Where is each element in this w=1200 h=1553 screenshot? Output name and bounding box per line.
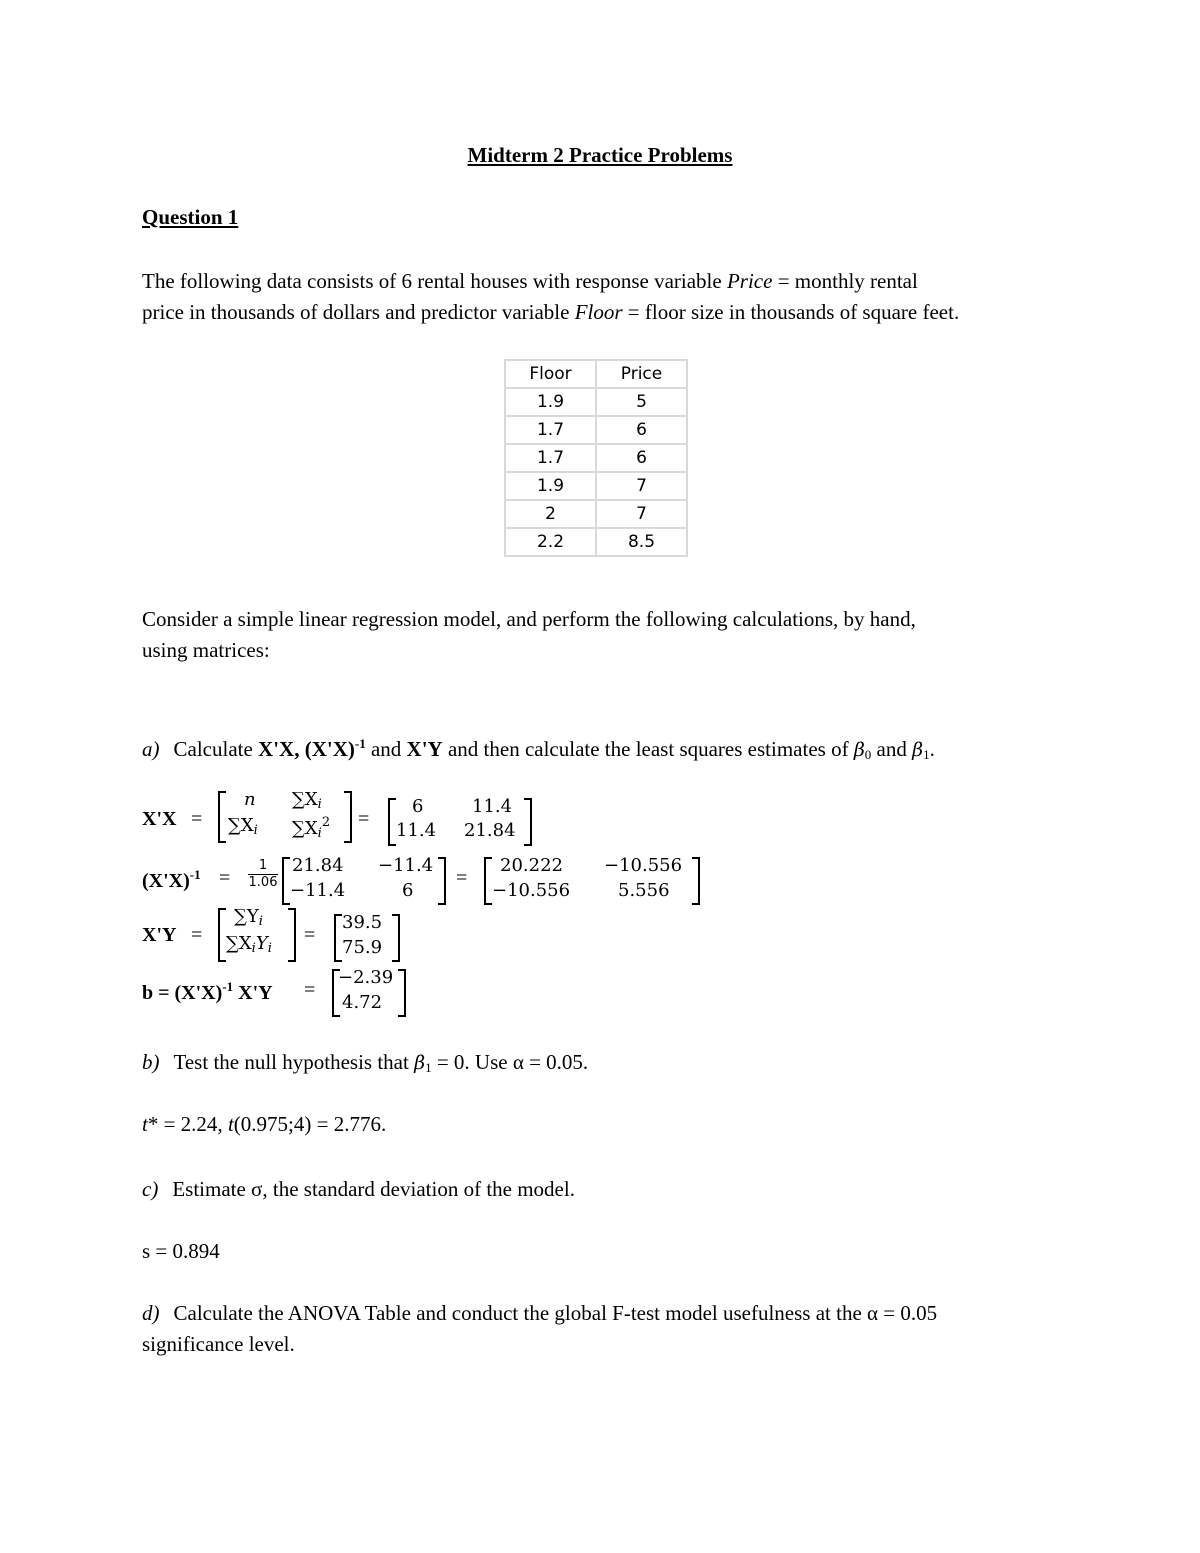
- matrix-cell: 20.222: [500, 855, 563, 876]
- matrix-cell: $\sum X_i$: [292, 789, 322, 812]
- part-c-prompt: [142, 1174, 1082, 1205]
- inverse-value-matrix: [484, 853, 700, 905]
- table-row: [505, 416, 687, 444]
- sum-symbol: ∑X: [226, 933, 252, 954]
- table-cell: 6: [596, 416, 687, 444]
- matrix-cell: −2.39: [338, 967, 394, 988]
- prompt-text: and: [365, 737, 407, 761]
- inverse-superscript: -1: [354, 736, 366, 751]
- adjugate-matrix: [282, 853, 446, 905]
- matrix-cell: 75.9: [342, 937, 383, 958]
- matrix-cell: $\sum Y_i$: [234, 906, 263, 929]
- consider-text: Consider a simple linear regression model, and perform the following calculations, by hand,: [142, 607, 916, 631]
- table-cell: 7: [596, 500, 687, 528]
- matrix-cell: −11.4: [290, 880, 346, 901]
- beta-subscript: 1: [425, 1060, 432, 1075]
- table-cell: 5: [596, 388, 687, 416]
- equals-sign: =: [219, 867, 231, 889]
- part-b-answer: [142, 1109, 386, 1140]
- equation-label: [142, 867, 201, 893]
- prompt-text: and: [871, 737, 913, 761]
- beta-subscript: 0: [864, 747, 872, 762]
- b-value-vector: [332, 965, 406, 1017]
- table-row: [505, 528, 687, 556]
- column-header: Price: [596, 360, 687, 388]
- matrix-cell: −11.4: [378, 855, 434, 876]
- xxinv-term: (X'X): [304, 737, 355, 761]
- sum-symbol: ∑X: [292, 818, 318, 839]
- b-expression: = (X'X): [153, 982, 223, 1004]
- intro-paragraph: [142, 266, 1062, 328]
- matrix-cell: 39.5: [342, 912, 383, 933]
- prompt-text: Calculate: [173, 737, 259, 761]
- table-row: [505, 472, 687, 500]
- table-row: [505, 500, 687, 528]
- prompt-text: Calculate the ANOVA Table and conduct the global F-test model usefulness at the α = 0.05: [173, 1301, 938, 1325]
- intro-text: = monthly rental: [772, 269, 918, 293]
- matrix-cell: n: [244, 789, 256, 810]
- symbolic-matrix: [218, 789, 352, 845]
- intro-var-price: Price: [726, 269, 773, 293]
- matrix-cell: 6: [412, 796, 424, 817]
- inverse-label: (X'X): [142, 870, 190, 892]
- consider-text: using matrices:: [142, 638, 270, 662]
- intro-text: price in thousands of dollars and predictor variable: [142, 300, 575, 324]
- matrix-cell: 11.4: [472, 796, 513, 817]
- prompt-text: and then calculate the least squares estimates of: [442, 737, 854, 761]
- equation-label: X'Y: [142, 924, 177, 946]
- part-letter: a): [142, 737, 160, 761]
- data-table: [504, 359, 688, 557]
- equals-sign: =: [191, 924, 203, 946]
- matrix-cell: −10.556: [492, 880, 571, 901]
- xy-term: X'Y: [406, 737, 443, 761]
- table-cell: 6: [596, 444, 687, 472]
- table-header-row: [505, 360, 687, 388]
- equation-label: X'X: [142, 808, 177, 830]
- matrix-cell: 6: [402, 880, 414, 901]
- equals-sign: =: [304, 979, 316, 1001]
- table-cell: 8.5: [596, 528, 687, 556]
- sum-symbol: ∑X: [228, 815, 254, 836]
- fraction-numerator: 1: [258, 858, 268, 873]
- value-matrix: [388, 794, 532, 846]
- page-title: Midterm 2 Practice Problems: [467, 143, 733, 167]
- beta-symbol: β: [912, 739, 924, 761]
- intro-var-floor: Floor: [574, 300, 623, 324]
- answer-text: * = 2.24,: [147, 1112, 228, 1136]
- b-label: b: [142, 982, 154, 1004]
- part-letter: d): [142, 1301, 160, 1325]
- matrix-cell: 21.84: [292, 855, 344, 876]
- prompt-text: .: [929, 737, 935, 761]
- question-heading: Question 1: [142, 205, 239, 229]
- inverse-superscript: -1: [189, 867, 201, 882]
- prompt-text: = 0. Use α = 0.05.: [431, 1050, 589, 1074]
- symbolic-vector: [218, 906, 296, 962]
- table-cell: 2: [505, 500, 596, 528]
- table-cell: 1.9: [505, 388, 596, 416]
- table-row: [505, 444, 687, 472]
- xy-value-vector: [334, 910, 400, 962]
- table-cell: 1.9: [505, 472, 596, 500]
- prompt-text: Test the null hypothesis that: [173, 1050, 415, 1074]
- answer-text: (0.975;4) = 2.776.: [233, 1112, 387, 1136]
- prompt-text: Estimate σ, the standard deviation of the model.: [172, 1177, 575, 1201]
- part-d-prompt: [142, 1298, 1082, 1360]
- matrix-cell: $\sum X_i$: [228, 815, 258, 838]
- matrix-cell: 11.4: [396, 820, 437, 841]
- sum-symbol: ∑X: [292, 789, 318, 810]
- xx-term: X'X,: [258, 737, 300, 761]
- matrix-cell: $\sum X_iY_i$: [226, 933, 272, 956]
- consider-paragraph: [142, 604, 1062, 666]
- matrix-cell: 4.72: [342, 992, 383, 1013]
- t-symbol: t: [142, 1112, 148, 1136]
- table-cell: 7: [596, 472, 687, 500]
- equation-label: [142, 979, 273, 1005]
- fraction: [248, 858, 278, 890]
- matrix-cell: $\sum X_i^2$: [292, 815, 331, 841]
- part-b-prompt: [142, 1047, 1082, 1083]
- equals-sign: =: [191, 808, 203, 830]
- prompt-text: significance level.: [142, 1332, 295, 1356]
- intro-text: = floor size in thousands of square feet.: [622, 300, 960, 324]
- matrix-cell: −10.556: [604, 855, 683, 876]
- beta-symbol: β: [853, 739, 865, 761]
- matrix-cell: 5.556: [618, 880, 670, 901]
- column-header: Floor: [505, 360, 596, 388]
- inverse-superscript: -1: [222, 979, 234, 994]
- beta-subscript: 1: [923, 747, 930, 762]
- table-cell: 1.7: [505, 416, 596, 444]
- table-row: [505, 388, 687, 416]
- matrix-cell: 21.84: [464, 820, 516, 841]
- beta-symbol: β: [414, 1052, 426, 1074]
- t-symbol: t: [227, 1112, 234, 1136]
- part-letter: b): [142, 1050, 160, 1074]
- part-c-answer: s = 0.894: [142, 1239, 220, 1263]
- fraction-denominator: 1.06: [248, 875, 278, 890]
- sum-symbol: ∑Y: [234, 906, 259, 927]
- equals-sign: =: [358, 808, 370, 830]
- b-expression: X'Y: [233, 982, 273, 1004]
- intro-text: The following data consists of 6 rental houses with response variable: [142, 269, 727, 293]
- part-a-prompt: [142, 728, 1082, 770]
- table-cell: 2.2: [505, 528, 596, 556]
- equals-sign: =: [456, 867, 468, 889]
- part-letter: c): [142, 1177, 159, 1201]
- equals-sign: =: [304, 924, 316, 946]
- table-cell: 1.7: [505, 444, 596, 472]
